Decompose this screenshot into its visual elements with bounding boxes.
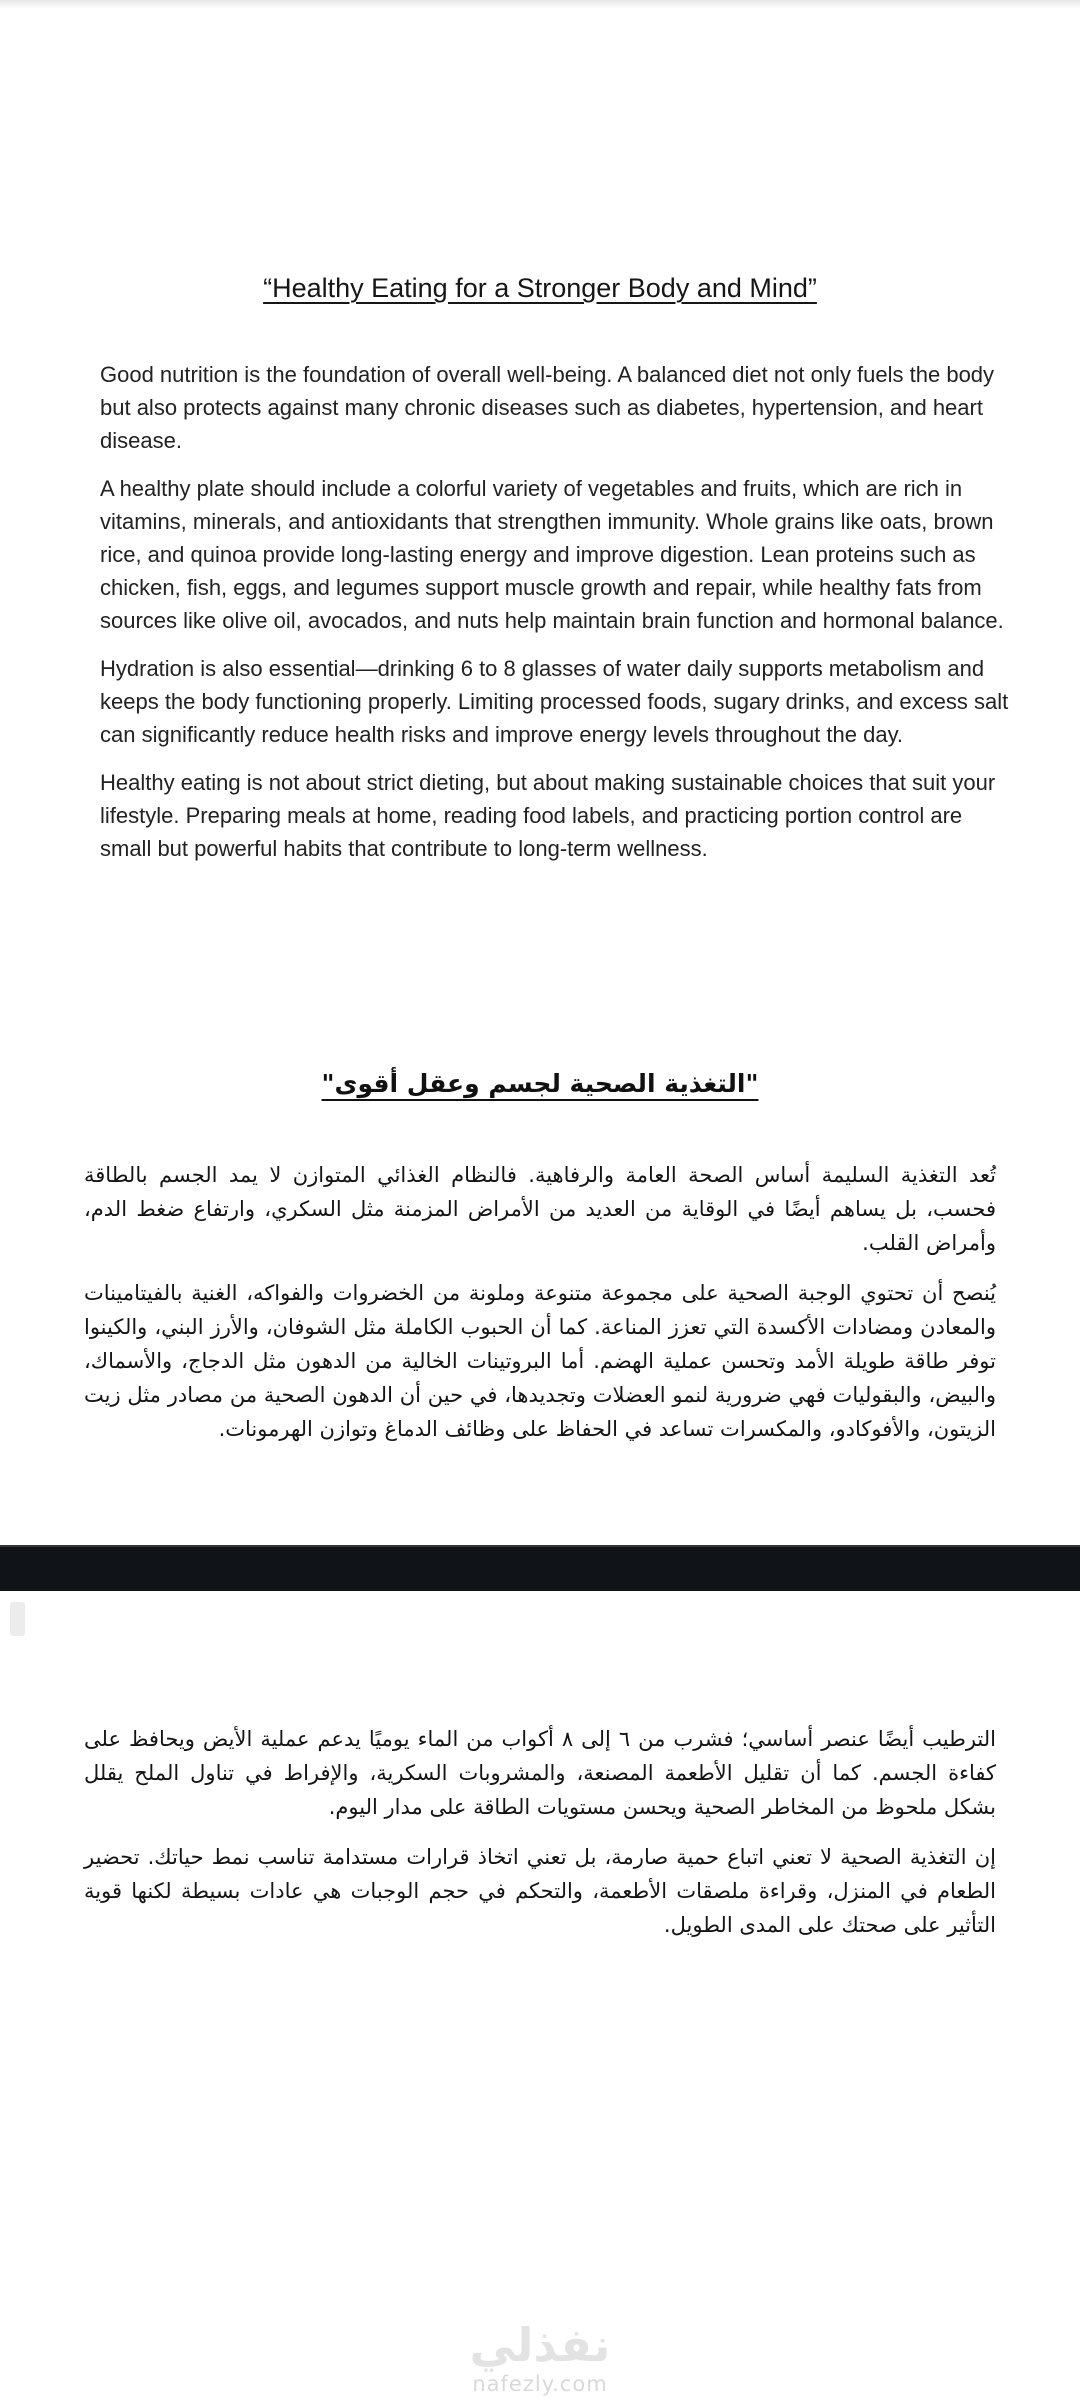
arabic-paragraph-sustainable-habits: إن التغذية الصحية لا تعني اتباع حمية صارمة، بل تعني اتخاذ قرارات مستدامة تناسب نمط حياتك. تحضير الطعام في المنزل، وقراءة ملصقات الأطعمة، والتحكم في حجم الوجبات هي عادات بسيطة لكنها قوية التأثير على صحتك على المدى الطويل.: [84, 1845, 996, 1937]
arabic-text-section-page2: [84, 1722, 996, 1958]
english-paragraph-healthy-plate: A healthy plate should include a colorful variety of vegetables and fruits, which are rich in vitamins, minerals, and antioxidants that strengthen immunity. Whole grains like oats, brown rice, and quinoa provide long-lasting energy and improve digestion. Lean proteins such as chicken, fish, eggs, and legumes support muscle growth and repair, while healthy fats from sources like olive oil, avocados, and nuts help maintain brain function and hormonal balance.: [100, 476, 1004, 633]
english-document-title: “Healthy Eating for a Stronger Body and Mind”: [263, 273, 817, 304]
arabic-document-title: "التغذية الصحية لجسم وعقل أقوى": [321, 1068, 759, 1098]
english-paragraph-hydration: Hydration is also essential—drinking 6 to 8 glasses of water daily supports metabolism and keeps the body functioning properly. Limiting processed foods, sugary drinks, and excess salt can significantly reduce health risks and improve energy levels throughout the day.: [100, 656, 1009, 747]
english-paragraph-sustainable-habits: Healthy eating is not about strict dieting, but about making sustainable choices that suit your lifestyle. Preparing meals at home, reading food labels, and practicing portion control are small but powerful habits that contribute to long-term wellness.: [100, 770, 996, 861]
english-text-section: [100, 358, 1012, 880]
page-edge-artifact: [10, 1602, 25, 1636]
page-break-bar: [0, 1545, 1080, 1591]
arabic-paragraph-healthy-plate: يُنصح أن تحتوي الوجبة الصحية على مجموعة متنوعة وملونة من الخضروات والفواكه، الغنية بالفيتامينات والمعادن ومضادات الأكسدة التي تعزز المناعة. كما أن الحبوب الكاملة مثل الشوفان، والأرز البني، والكينوا توفر طاقة طويلة الأمد وتحسن عملية الهضم. أما البروتينات الخالية من الدهون مثل الدجاج، والأسماك، والبيض، والبقوليات فهي ضرورية لنمو العضلات وتجديدها، في حين أن الدهون الصحية من مصادر مثل زيت الزيتون، والأفوكادو، والمكسرات تساعد في الحفاظ على وظائف الدماغ وتوازن الهرمونات.: [84, 1281, 996, 1441]
arabic-text-section-page1: [84, 1158, 996, 1462]
arabic-paragraph-nutrition-foundation: تُعد التغذية السليمة أساس الصحة العامة والرفاهية. فالنظام الغذائي المتوازن لا يمد الجسم بالطاقة فحسب، بل يساهم أيضًا في الوقاية من العديد من الأمراض المزمنة مثل السكري، وارتفاع ضغط الدم، وأمراض القلب.: [84, 1163, 996, 1255]
nafezly-watermark-logo: نفذلي: [469, 2318, 611, 2372]
arabic-paragraph-hydration: الترطيب أيضًا عنصر أساسي؛ فشرب من ٦ إلى ٨ أكواب من الماء يوميًا يدعم عملية الأيض ويحافظ على كفاءة الجسم. كما أن تقليل الأطعمة المصنعة، والمشروبات السكرية، والإفراط في تناول الملح يقلل بشكل ملحوظ من المخاطر الصحية ويحسن مستويات الطاقة على مدار اليوم.: [84, 1727, 996, 1819]
nafezly-watermark-site-text: nafezly.com: [472, 2372, 608, 2396]
english-paragraph-nutrition-foundation: Good nutrition is the foundation of overall well-being. A balanced diet not only fuels the body but also protects against many chronic diseases such as diabetes, hypertension, and heart disease.: [100, 362, 995, 453]
page-top-shadow: [0, 0, 1080, 9]
